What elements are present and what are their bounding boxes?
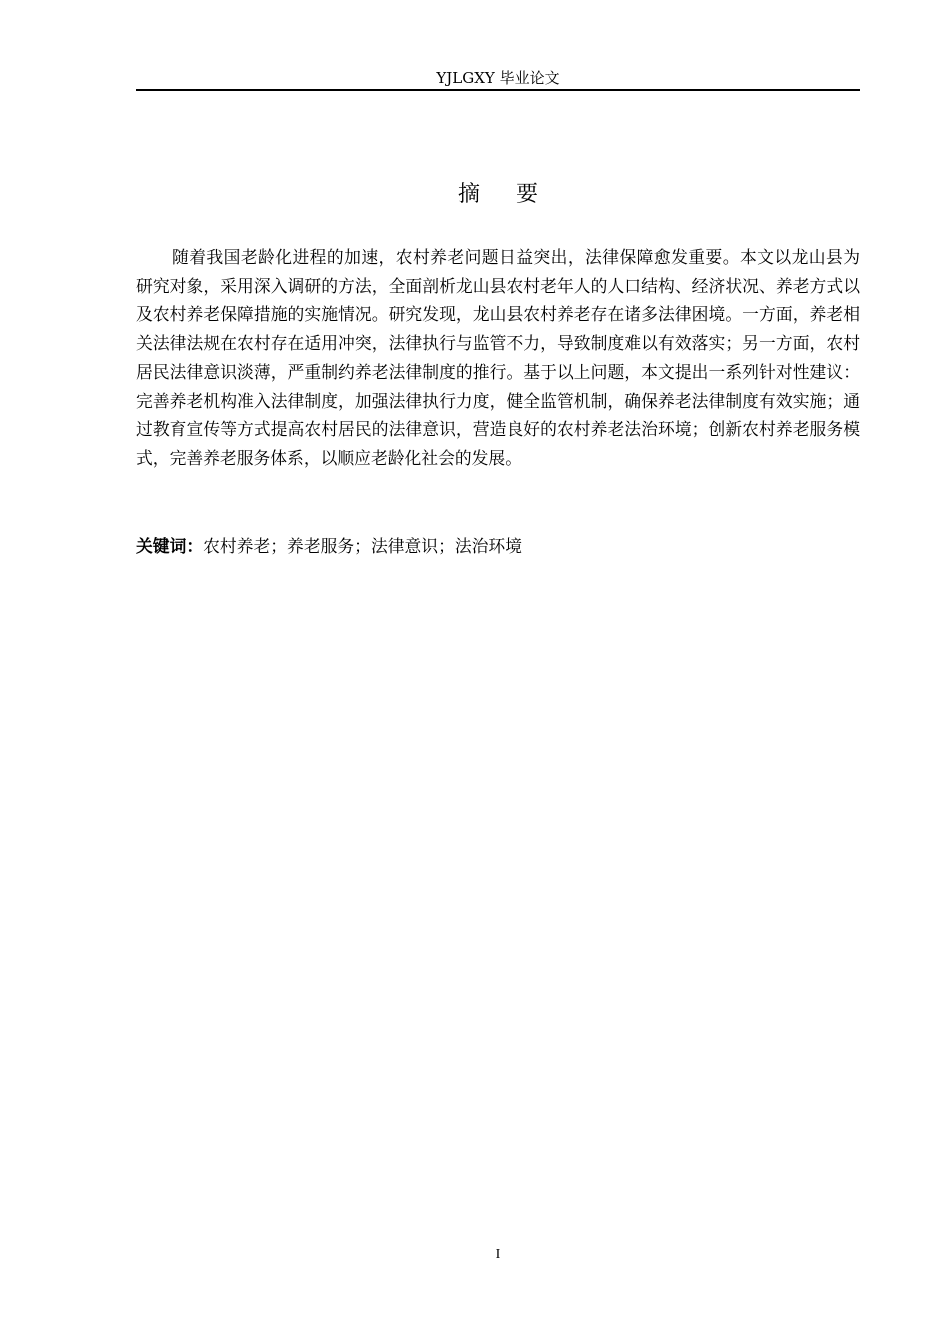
- abstract-body: 随着我国老龄化进程的加速，农村养老问题日益突出，法律保障愈发重要。本文以龙山县为研究对象，采用深入调研的方法，全面剖析龙山县农村老年人的人口结构、经济状况、养老方式以及农村养老保障措施的实施情况。研究发现，龙山县农村养老存在诸多法律困境。一方面，养老相关法律法规在农村存在适用冲突，法律执行与监管不力，导致制度难以有效落实；另一方面，农村居民法律意识淡薄，严重制约养老法律制度的推行。基于以上问题，本文提出一系列针对性建议：完善养老机构准入法律制度，加强法律执行力度，健全监管机制，确保养老法律制度有效实施；通过教育宣传等方式提高农村居民的法律意识，营造良好的农村养老法治环境；创新农村养老服务模式，完善养老服务体系，以顺应老龄化社会的发展。: [136, 247, 860, 468]
- abstract-title: 摘要: [457, 182, 574, 207]
- page-header: YJLGXY 毕业论文: [436, 69, 560, 87]
- keywords-line: [136, 532, 860, 560]
- page-number: I: [495, 1247, 501, 1262]
- header-rule: [136, 89, 860, 91]
- keywords-label: 关键词：: [136, 536, 204, 556]
- keywords-value: 农村养老；养老服务；法律意识；法治环境: [203, 536, 522, 556]
